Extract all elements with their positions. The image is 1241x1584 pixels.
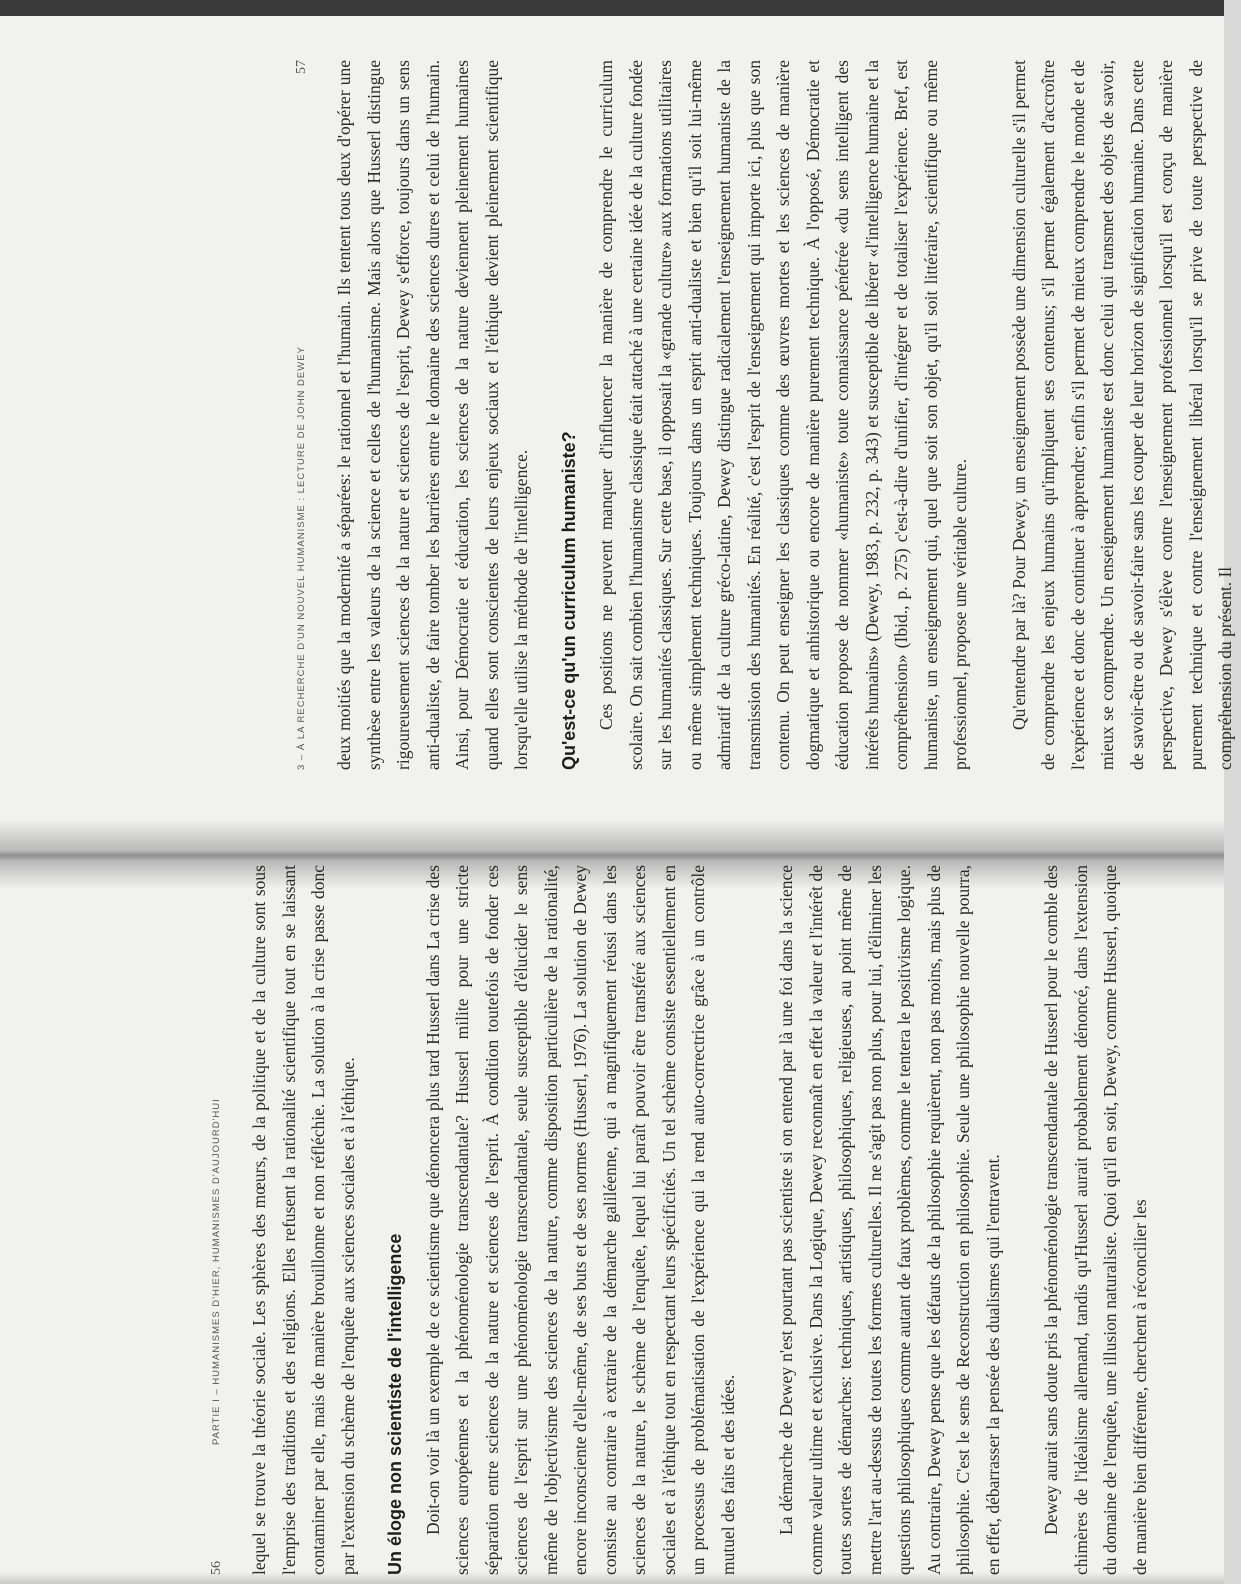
paragraph: La démarche de Dewey n'est pourtant pas scientiste si on entend par là une foi dans la science comme valeur ultime et exclusive. Dans la Logique, Dewey reconnaît en effet la valeur et l'intérêt de toutes sortes de démarches: techniques, artistiques, philosophiques, religieuses, au point même de mettre l'art au-dessus de toutes les formes culturelles. Il ne s'agit pas non plus, pour lui, d'éliminer les questions philosophiques comme autant de faux problèmes, comme le tentera le positivisme logique. Au contraire, Dewey pense que les défauts de la philosophie requièrent, non pas moins, mais plus de philosophie. C'est le sens de Reconstruction en philosophie. Seule une philosophie nouvelle pourra, en effet, débarrasser la pensée des dualismes qui l'entravent. <box>776 865 1003 1575</box>
left-page <box>209 865 1150 1575</box>
running-head <box>211 865 231 1575</box>
paragraph-intro: lequel se trouve la théorie sociale. Les sphères des mœurs, de la politique et de la culture sont sous l'emprise des traditions et des religions. Elles refusent la rationalité scientifique tout en se laissant contaminer par elle, mais de manière brouillonne et non réfléchie. La solution à la crise passe donc par l'extension du schème de l'enquête aux sciences sociales et à l'éthique. <box>249 865 358 1575</box>
section-heading: Qu'est-ce qu'un curriculum humaniste? <box>558 431 579 770</box>
paragraph-intro: deux moitiés que la modernité a séparées: le rationnel et l'humain. Ils tentent tous deux d'opérer une synthèse entre les valeurs de la science et celles de l'humanisme. Mais alors que Husserl distingue rigoureusement sciences de la nature et sciences de l'esprit, Dewey s'efforce, toujours dans un sens anti-dualiste, de faire tomber les barrières entre le domaine des sciences dures et celui de l'humain. Ainsi, pour Démocratie et éducation, les sciences de la nature deviennent pleinement humaines quand elles sont conscientes de leurs enjeux sociaux et l'éthique devient pleinement scientifique lorsqu'elle utilise la méthode de l'intelligence. <box>334 60 531 770</box>
page-number: 56 <box>209 1561 224 1575</box>
paragraph: Doit-on voir là un exemple de ce scientisme que dénoncera plus tard Husserl dans La crise des sciences européennes et la phénoménologie transcendantale? Husserl milite pour une stricte séparation entre sciences de la nature et sciences de l'esprit. À condition toutefois de fonder ces sciences de l'esprit sur une phénoménologie transcendantale, seule susceptible d'élucider le sens même de l'objectivisme des sciences de la nature, comme disposition particulière de la rationalité, encore inconsciente d'elle-même, de ses buts et de ses normes (Husserl, 1976). La solution de Dewey consiste au contraire à extraire de la démarche galiléenne, qui a magnifiquement réussi dans les sciences de la nature, le schème de l'enquête, lequel lui paraît pouvoir être transféré aux sciences sociales et à l'éthique tout en respectant leurs spécificités. Un tel schème consiste essentiellement en un processus de problématisation de l'expérience qui la rend auto-correctrice grâce à un contrôle mutuel des faits et des idées. <box>422 865 738 1575</box>
page-body <box>245 865 1150 1575</box>
paragraph: Ces positions ne peuvent manquer d'influencer la manière de comprendre le curriculum scolaire. On sait combien l'humanisme classique était attaché à une certaine idée de la culture fondée sur les humanités classiques. Sur cette base, il opposait la «grande culture» aux formations utilitaires ou même simplement techniques. Toujours dans un esprit anti-dualiste et bien qu'il soit lui-même admiratif de la culture gréco-latine, Dewey distingue radicalement l'enseignement humaniste de la transmission des humanités. En réalité, c'est l'esprit de l'enseignement qui importe ici, plus que son contenu. On peut enseigner les classiques comme des œuvres mortes et les sciences de manière dogmatique et anhistorique ou encore de manière purement technique. À l'opposé, Démocratie et éducation propose de nommer «humaniste» toute connaissance pénétrée «du sens intelligent des intérêts humains» (Dewey, 1983, p. 232, p. 343) et susceptible de libérer «l'intelligence humaine et la compréhension» (Ibid., p. 275) c'est-à-dire d'unifier, d'intégrer et de totaliser l'expérience. Bref, est humaniste, un enseignement qui, quel que soit son objet, qu'il soit littéraire, scientifique ou même professionnel, propose une véritable culture. <box>596 60 970 770</box>
paragraph: Qu'entendre par là? Pour Dewey, un enseignement possède une dimension culturelle s'il permet de comprendre les enjeux humains qu'impliquent ses contenus; s'il permet également d'accroître l'expérience et donc de continuer à apprendre; enfin s'il permet de mieux comprendre le monde et de mieux se comprendre. Un enseignement humaniste est donc celui qui transmet des objets de savoir, de savoir-être ou de savoir-faire sans les couper de leur horizon de signification humaine. Dans cette perspective, Dewey s'élève contre l'enseignement professionnel lorsqu'il est conçu de manière purement technique et contre l'enseignement libéral lorsqu'il se prive de toute perspective de compréhension du présent. Il <box>1008 60 1235 770</box>
paragraph: Dewey aurait sans doute pris la phénoménologie transcendantale de Husserl pour le comble des chimères de l'idéalisme allemand, tandis qu'Husserl aurait probablement dénoncé, dans l'extension du domaine de l'enquête, une illusion naturaliste. Quoi qu'il en soit, Dewey, comme Husserl, quoique de manière bien différente, cherchent à réconcilier les <box>1041 865 1150 1575</box>
section-heading: Un éloge non scientiste de l'intelligence <box>385 1233 405 1575</box>
right-page <box>294 60 1235 770</box>
running-head-title: 3 – À LA RECHERCHE D'UN NOUVEL HUMANISME : LECTURE DE JOHN DEWEY <box>296 346 307 770</box>
running-head-title: PARTIE I – HUMANISMES D'HIER, HUMANISMES D'AUJOURD'HUI <box>211 1098 222 1445</box>
running-head <box>296 60 316 770</box>
page-body <box>330 60 1235 770</box>
page-number: 57 <box>294 60 309 74</box>
book-top-edge <box>0 0 1224 16</box>
